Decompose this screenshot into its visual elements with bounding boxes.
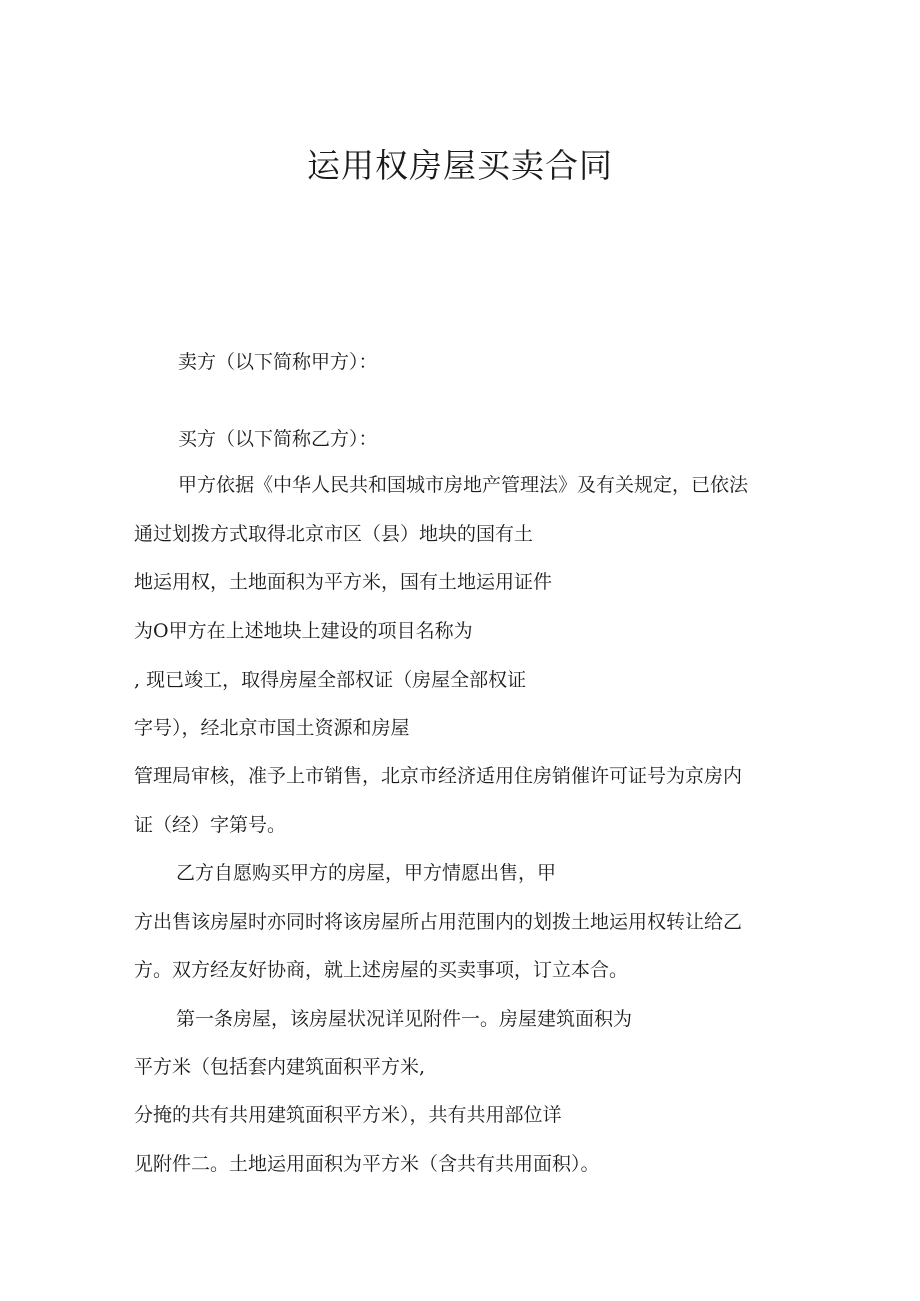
paragraph-line: 乙方自愿购买甲方的房屋，甲方情愿出售，甲 <box>176 862 557 884</box>
paragraph-line: 为O甲方在上述地块上建设的项目名称为 <box>134 620 473 642</box>
seller-line: 卖方（以下简称甲方）： <box>178 351 378 373</box>
paragraph-line: 分掩的共有共用建筑面积平方米），共有共用部位详 <box>134 1104 562 1126</box>
paragraph-line: , 现已竣工，取得房屋全部权证（房屋全部权证 <box>134 669 527 691</box>
article-one-line: 第一条房屋，该房屋状况详见附件一。房屋建筑面积为 <box>176 1008 633 1030</box>
paragraph-line: 证（经）字第号。 <box>134 814 287 836</box>
paragraph-line: 甲方依据《中华人民共和国城市房地产管理法》及有关规定，已依法 <box>178 474 749 496</box>
paragraph-line: 见附件二。土地运用面积为平方米（含共有共用面积）。 <box>134 1153 600 1175</box>
buyer-line: 买方（以下简称乙方）： <box>178 428 378 450</box>
paragraph-line: 方。双方经友好协商，就上述房屋的买卖事项，订立本合。 <box>134 959 629 981</box>
paragraph-line: 管理局审核，准予上市销售，北京市经济适用住房销催许可证号为京房内 <box>134 765 743 787</box>
paragraph-line: 通过划拨方式取得北京市区（县）地块的国有土 <box>134 523 534 545</box>
paragraph-line: 字号），经北京市国土资源和房屋 <box>134 717 410 739</box>
paragraph-line: 地运用权，土地面积为平方米，国有土地运用证件 <box>134 571 553 593</box>
paragraph-line: 方出售该房屋时亦同时将该房屋所占用范围内的划拨土地运用权转让给乙 <box>134 911 743 933</box>
document-title: 运用权房屋买卖合同 <box>307 146 613 185</box>
paragraph-line: 平方米（包括套内建筑面积平方米, <box>134 1056 426 1078</box>
